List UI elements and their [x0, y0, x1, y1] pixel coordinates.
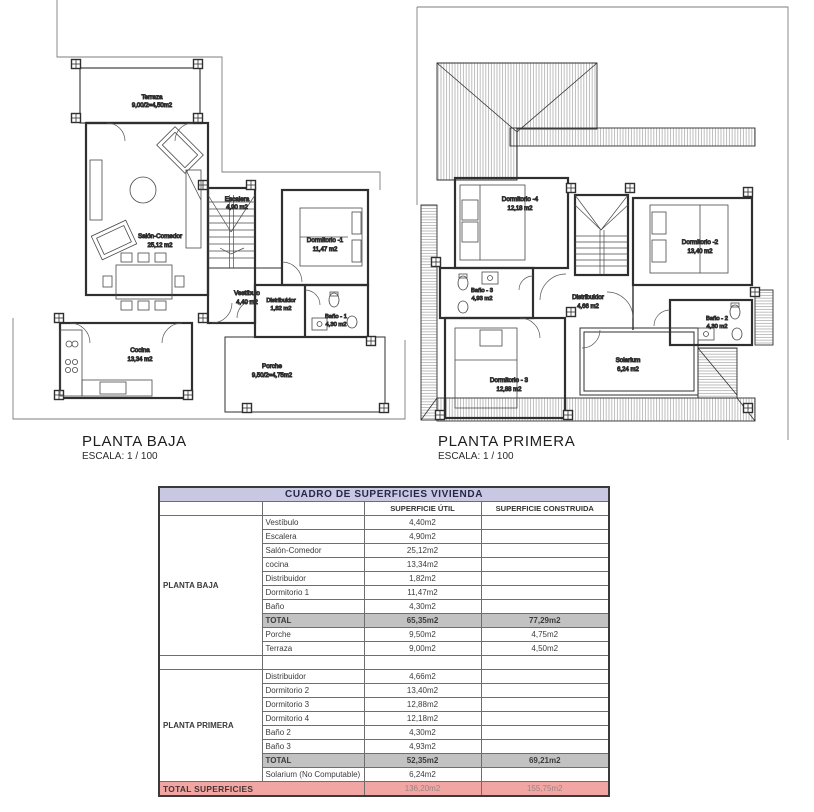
salon-walls — [60, 123, 368, 398]
room-name: TOTAL — [262, 754, 364, 768]
room-name: Dormitorio 1 — [262, 586, 364, 600]
salon-furniture — [90, 127, 203, 310]
dormitorio1-area: 11,47 m2 — [312, 247, 338, 253]
separator-cell — [159, 656, 262, 670]
superficie-construida-value — [481, 600, 609, 614]
dormitorio1-label: Dormitorio -1 — [306, 237, 344, 244]
distribuidor-pp-area: 4,66 m2 — [577, 304, 599, 310]
dormitorio4-area: 12,18 m2 — [507, 206, 533, 212]
room-name: Baño 2 — [262, 726, 364, 740]
surface-table — [158, 486, 610, 797]
bano3-area: 4,93 m2 — [471, 296, 493, 302]
escalera-label: Escalera — [224, 196, 250, 203]
superficie-construida-value: 4,50m2 — [481, 642, 609, 656]
separator-cell — [364, 656, 481, 670]
superficie-util-value: 6,24m2 — [364, 768, 481, 782]
dormitorio3-area: 12,88 m2 — [496, 387, 522, 393]
superficie-construida-value — [481, 670, 609, 684]
room-name: Distribuidor — [262, 572, 364, 586]
room-name: Terraza — [262, 642, 364, 656]
grand-total-construida: 155,75m2 — [481, 782, 609, 797]
superficie-construida-value — [481, 544, 609, 558]
planta-primera-title: PLANTA PRIMERA — [438, 433, 576, 450]
cocina-label: Cocina — [130, 347, 150, 354]
distribuidor-pb-area: 1,82 m2 — [270, 306, 292, 312]
dormitorio3-furniture — [455, 328, 517, 408]
superficie-construida-value — [481, 530, 609, 544]
bano2-area: 4,30 m2 — [706, 324, 728, 330]
superficie-construida-value — [481, 768, 609, 782]
superficie-util-value: 4,90m2 — [364, 530, 481, 544]
dormitorio2-label: Dormitorio -2 — [681, 239, 719, 246]
room-name: Vestíbulo — [262, 516, 364, 530]
room-name: TOTAL — [262, 614, 364, 628]
dormitorio4-label: Dormitorio -4 — [501, 196, 539, 203]
superficie-util-value: 13,34m2 — [364, 558, 481, 572]
header-empty-1 — [159, 502, 262, 516]
primera-stairs — [575, 195, 628, 275]
superficie-util-value: 65,35m2 — [364, 614, 481, 628]
separator-cell — [262, 656, 364, 670]
superficie-util-value: 12,18m2 — [364, 712, 481, 726]
superficie-util-value: 4,40m2 — [364, 516, 481, 530]
header-empty-2 — [262, 502, 364, 516]
planta-primera-plan — [417, 7, 788, 440]
superficie-util-value: 4,66m2 — [364, 670, 481, 684]
superficie-util-value: 25,12m2 — [364, 544, 481, 558]
planta-baja-title-block — [82, 433, 187, 462]
superficie-construida-value — [481, 698, 609, 712]
separator-cell — [481, 656, 609, 670]
superficie-util-value: 52,35m2 — [364, 754, 481, 768]
superficie-construida-value — [481, 712, 609, 726]
section-label: PLANTA PRIMERA — [159, 670, 262, 782]
room-name: Dormitorio 3 — [262, 698, 364, 712]
superficie-util-value: 4,93m2 — [364, 740, 481, 754]
terraza-label: Terraza — [141, 94, 163, 101]
escalera-area: 4,90 m2 — [226, 205, 248, 211]
superficie-util-value: 13,40m2 — [364, 684, 481, 698]
vestibulo-label: Vestíbulo — [234, 290, 260, 297]
table-title-row — [159, 487, 609, 502]
superficie-util-value: 11,47m2 — [364, 586, 481, 600]
grand-total-label: TOTAL SUPERFICIES — [159, 782, 364, 797]
superficie-construida-value: 77,29m2 — [481, 614, 609, 628]
superficie-construida-value — [481, 586, 609, 600]
planta-baja-plan — [13, 0, 405, 419]
bano1-label: Baño - 1 — [325, 314, 347, 320]
table-header-row — [159, 502, 609, 516]
superficie-construida-value — [481, 684, 609, 698]
bano2-label: Baño - 2 — [706, 316, 728, 322]
dormitorio2-area: 13,40 m2 — [687, 249, 713, 255]
distribuidor-pb-label: Distribuidor — [266, 298, 296, 304]
cocina-area: 13,34 m2 — [127, 357, 153, 363]
superficie-util-value: 4,30m2 — [364, 600, 481, 614]
room-name: Solarium (No Computable) — [262, 768, 364, 782]
superficie-construida-value: 69,21m2 — [481, 754, 609, 768]
room-name: cocina — [262, 558, 364, 572]
room-name: Salón-Comedor — [262, 544, 364, 558]
header-superficie-construida: SUPERFICIE CONSTRUIDA — [481, 502, 609, 516]
distribuidor-pp-label: Distribuidor — [572, 294, 604, 301]
superficie-util-value: 1,82m2 — [364, 572, 481, 586]
terraza-area: 9,00/2=4,50m2 — [131, 103, 173, 109]
grand-total-util: 136,20m2 — [364, 782, 481, 797]
porche-area: 9,50/2=4,75m2 — [251, 373, 293, 379]
bano1-area: 4,30 m2 — [325, 322, 347, 328]
table-row — [159, 670, 609, 684]
superficie-construida-value — [481, 572, 609, 586]
table-title: CUADRO DE SUPERFICIES VIVIENDA — [159, 487, 609, 502]
surface-table-body — [159, 516, 609, 782]
salon-label: Salón-Comedor — [137, 233, 183, 240]
solarium-label: Solarium — [615, 357, 641, 364]
room-name: Dormitorio 2 — [262, 684, 364, 698]
planta-baja-scale: ESCALA: 1 / 100 — [82, 451, 158, 462]
room-name: Dormitorio 4 — [262, 712, 364, 726]
section-label: PLANTA BAJA — [159, 516, 262, 656]
superficie-util-value: 9,50m2 — [364, 628, 481, 642]
superficie-util-value: 9,00m2 — [364, 642, 481, 656]
room-name: Baño 3 — [262, 740, 364, 754]
salon-area: 25,12 m2 — [147, 243, 173, 249]
header-superficie-util: SUPERFICIE ÚTIL — [364, 502, 481, 516]
grand-total-row — [159, 782, 609, 797]
superficie-construida-value — [481, 726, 609, 740]
room-name: Baño — [262, 600, 364, 614]
superficie-util-value: 4,30m2 — [364, 726, 481, 740]
room-name: Porche — [262, 628, 364, 642]
planta-primera-scale: ESCALA: 1 / 100 — [438, 451, 514, 462]
room-name: Escalera — [262, 530, 364, 544]
superficie-construida-value: 4,75m2 — [481, 628, 609, 642]
vestibulo-area: 4,40 m2 — [236, 300, 258, 306]
superficie-util-value: 12,88m2 — [364, 698, 481, 712]
porche-label: Porche — [262, 363, 282, 370]
superficie-construida-value — [481, 558, 609, 572]
superficie-construida-value — [481, 516, 609, 530]
bano3-label: Baño - 3 — [471, 288, 493, 294]
porche-outline — [225, 337, 385, 412]
superficie-construida-value — [481, 740, 609, 754]
planta-primera-title-block — [438, 433, 575, 462]
section-separator-row — [159, 656, 609, 670]
solarium-area: 6,24 m2 — [617, 367, 639, 373]
room-name: Distribuidor — [262, 670, 364, 684]
cocina-fixtures — [60, 330, 152, 396]
planta-baja-title: PLANTA BAJA — [82, 433, 187, 450]
dormitorio3-label: Dormitorio - 3 — [489, 377, 529, 384]
table-row — [159, 516, 609, 530]
